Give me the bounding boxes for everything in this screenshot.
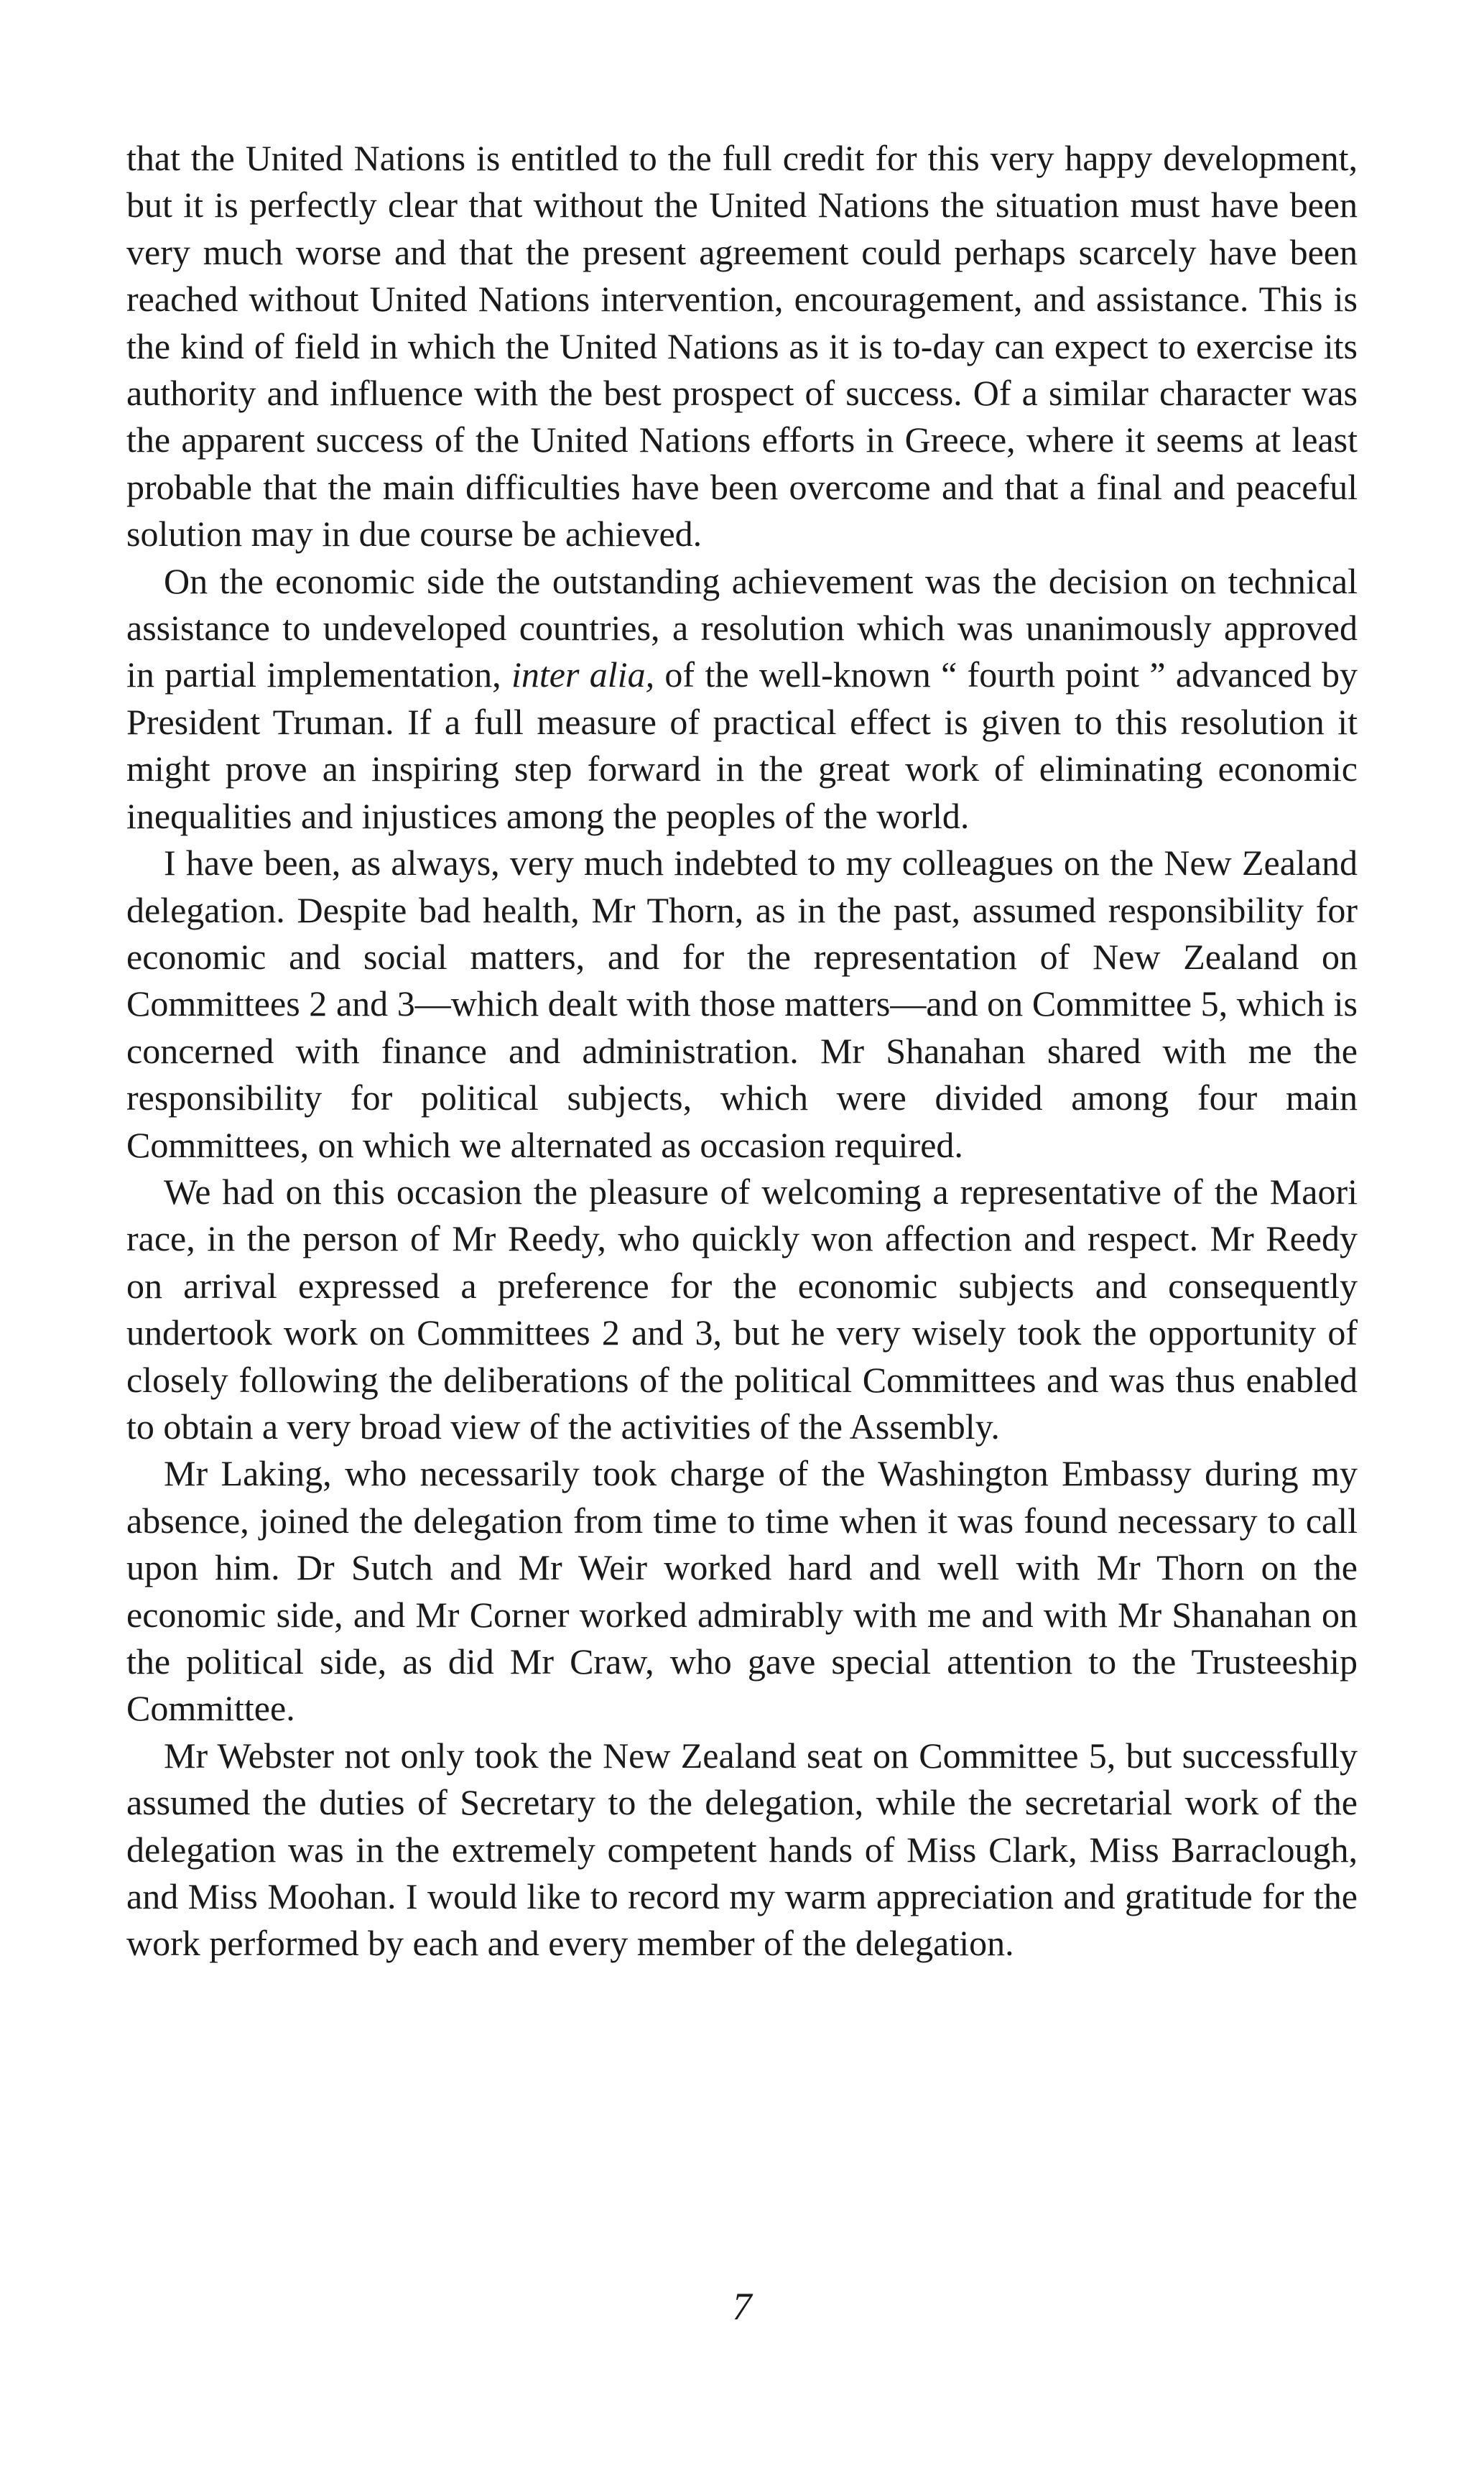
body-text — [126, 135, 1358, 1967]
text-run: that the United Nations is entitled to the full credit for this very happy development, but it is perfectly clear that without the United Nations the situation must have been very much worse and that the present agreement could perhaps scarcely have been reached without United Nations intervention, encouragement, and assistance. This is the kind of field in which the United Nations as it is to-day can expect to exercise its authority and influence with the best prospect of success. Of a similar character was the apparent success of the United Nations efforts in Greece, where it seems at least probable that the main difficulties have been overcome and that a final and peaceful solution may in due course be achieved. — [126, 138, 1358, 555]
paragraph — [126, 1169, 1358, 1450]
paragraph — [126, 1733, 1358, 1967]
text-run: of the well-known “ fourth point ” advanced by President Truman. If a full measure of practical effect is given to this resolution it might prove an inspiring step forward in the great work of eliminating economic inequalities and injustices among the peoples of the world. — [126, 654, 1358, 836]
text-run: Mr Laking, who necessarily took charge of the Washington Embassy during my absence, joined the delegation from time to time when it was found necessary to call upon him. Dr Sutch and Mr Weir worked hard and well with Mr Thorn on the economic side, and Mr Corner worked admirably with me and with Mr Shanahan on the political side, as did Mr Craw, who gave special attention to the Trusteeship Committee. — [126, 1453, 1358, 1729]
page-number: 7 — [732, 2285, 752, 2328]
paragraph — [126, 1450, 1358, 1732]
paragraph — [126, 558, 1358, 840]
text-run: On the economic side the outstanding achievement was the decision on technical assistance to undeveloped countries, a resolution which was unanimously approved in partial implementation, — [126, 560, 1358, 695]
text-run: I have been, as always, very much indebted to my colleagues on the New Zealand delegation. Despite bad health, Mr Thorn, as in the past, assumed responsibility for economic and social matters, and for the representation of New Zealand on Committees 2 and 3—which dealt with those matters—and on Committee 5, which is concerned with finance and administration. Mr Shanahan shared with me the responsibility for political subjects, which were divided among four main Committees, on which we alternated as occasion required. — [126, 843, 1358, 1165]
italic-phrase: inter alia, — [511, 654, 655, 695]
text-run: We had on this occasion the pleasure of welcoming a representative of the Maori race, in the person of Mr Reedy, who quickly won affection and respect. Mr Reedy on arrival expressed a preference for the economic subjects and consequently undertook work on Committees 2 and 3, but he very wisely took the opportunity of closely following the deliberations of the political Committees and was thus enabled to obtain a very broad view of the activities of the Assembly. — [126, 1171, 1358, 1447]
paragraph — [126, 135, 1358, 558]
paragraph — [126, 840, 1358, 1169]
text-run: Mr Webster not only took the New Zealand seat on Committee 5, but successfully assumed the duties of Secretary to the delegation, while the secretarial work of the delegation was in the extremely competent hands of Miss Clark, Miss Barraclough, and Miss Moohan. I would like to record my warm appreciation and gratitude for the work performed by each and every member of the delegation. — [126, 1735, 1358, 1964]
